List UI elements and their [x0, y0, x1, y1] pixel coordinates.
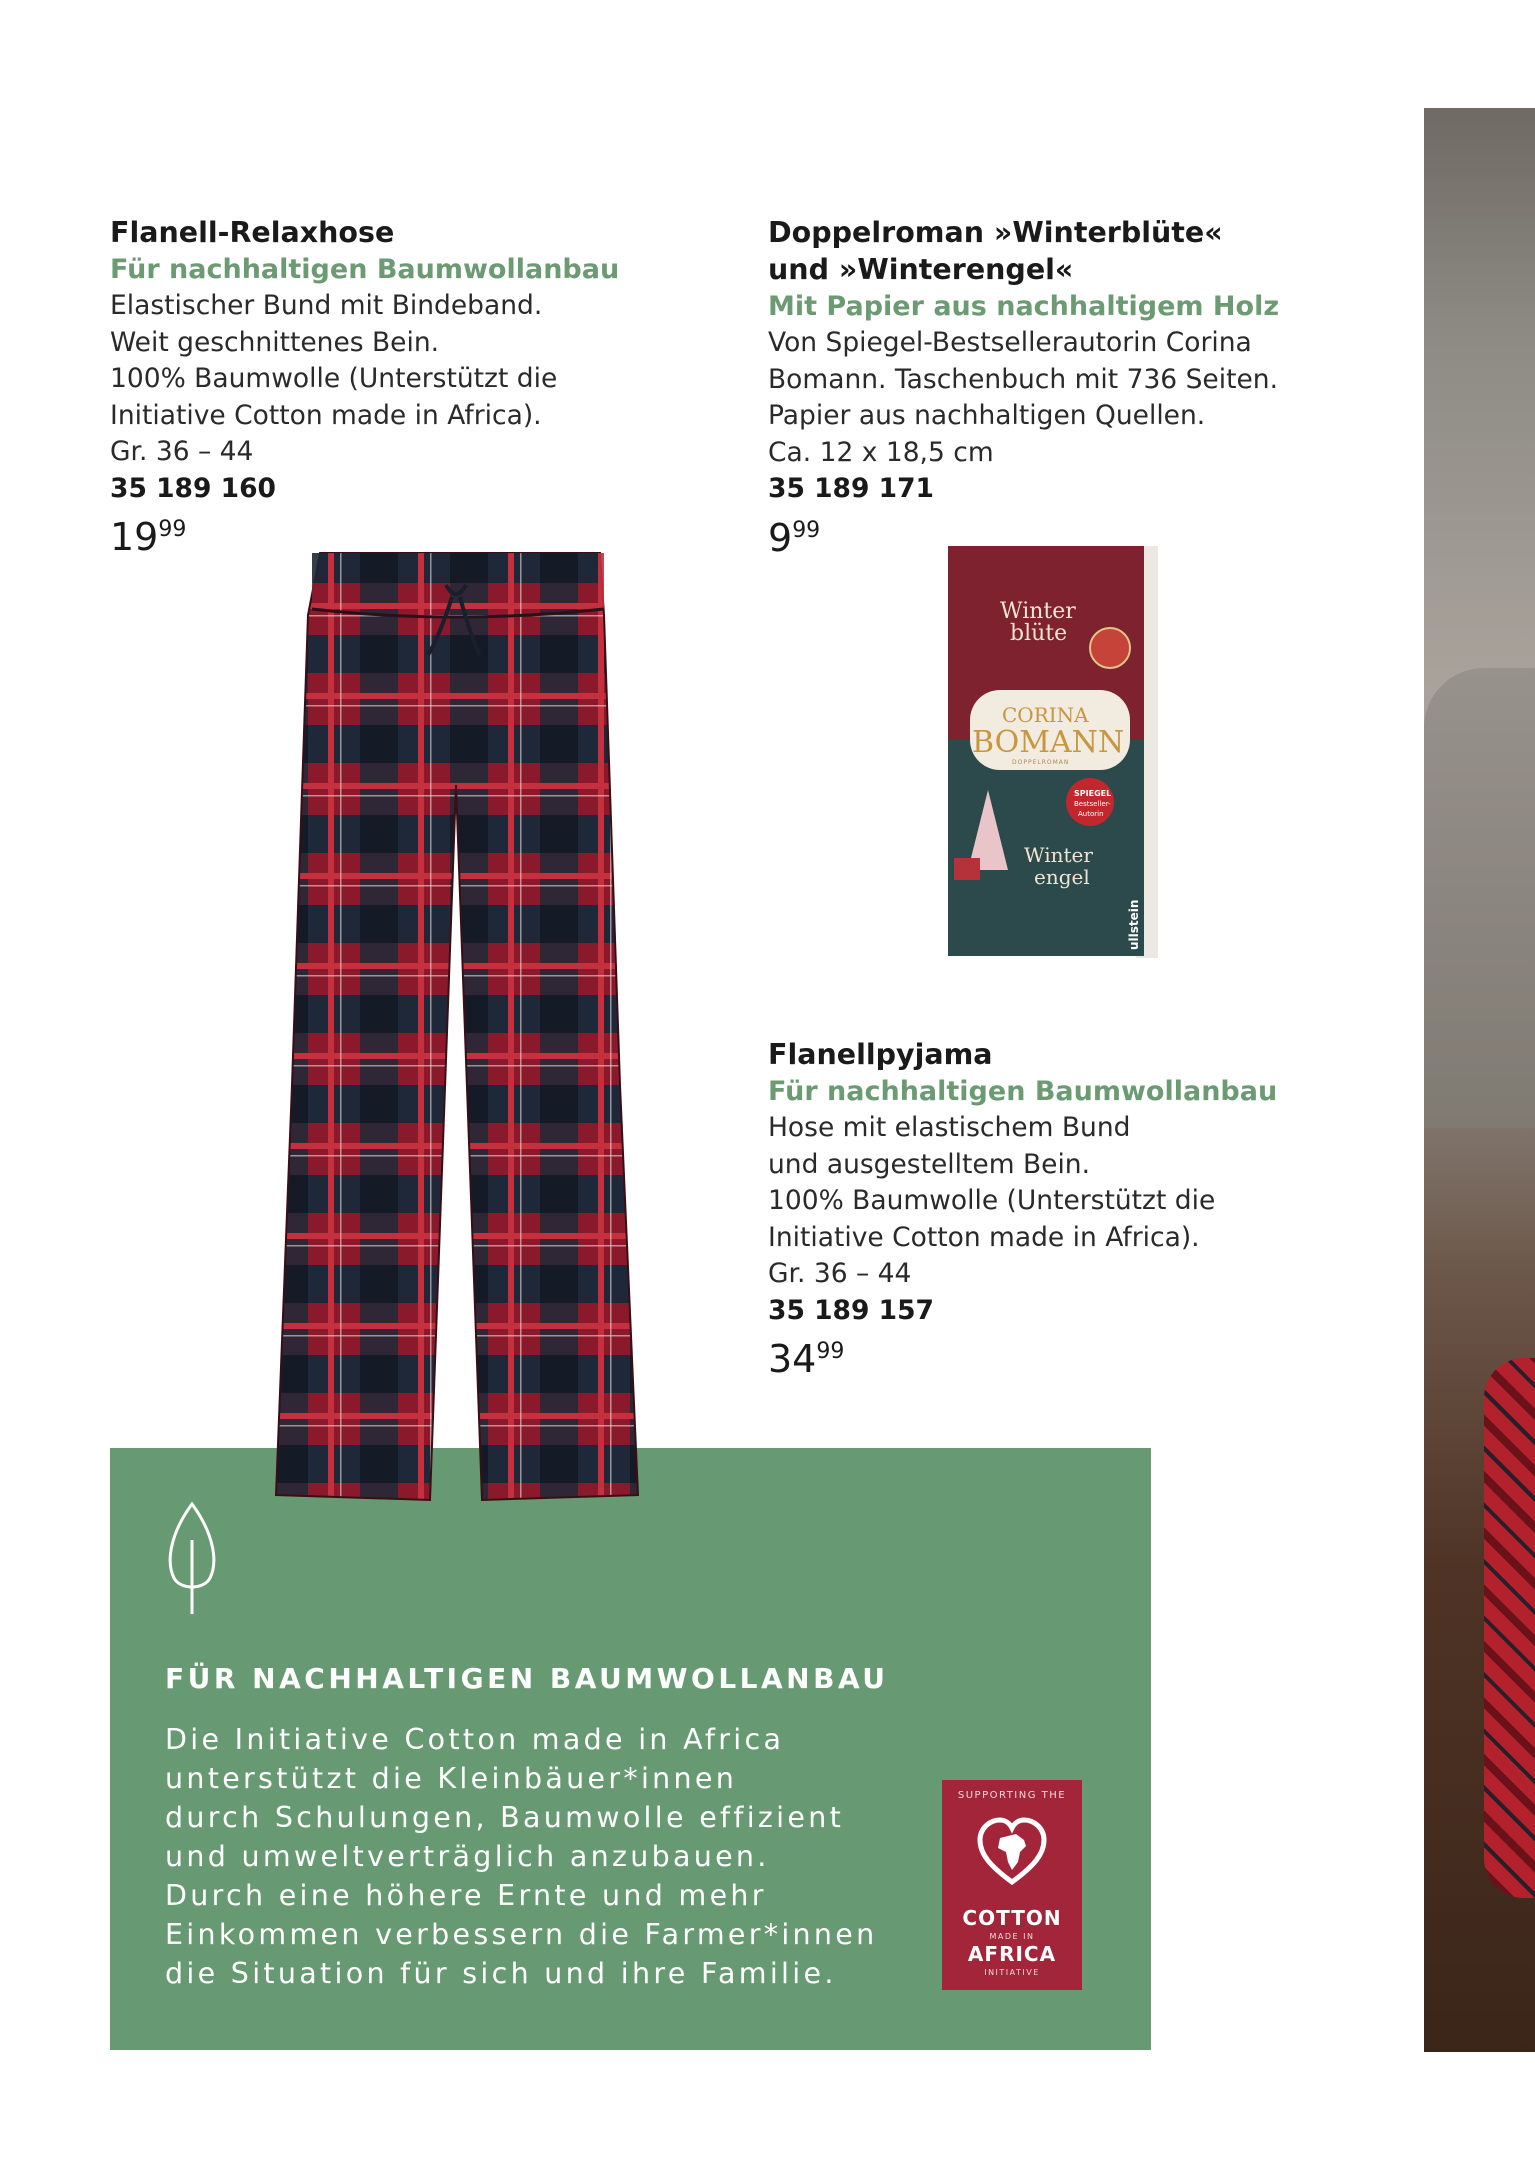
info-box-body-line: und umweltverträglich anzubauen.	[165, 1840, 770, 1873]
africa-heart-icon	[976, 1816, 1048, 1888]
info-box-body-line: Einkommen verbessern die Farmer*innen	[165, 1918, 878, 1951]
product-description-line: Elastischer Bund mit Bindeband.	[110, 290, 543, 321]
product-description-line: Weit geschnittenes Bein.	[110, 326, 440, 358]
info-box-body-line: Die Initiative Cotton made in Africa	[165, 1723, 785, 1756]
product-title: Flanell-Relaxhose	[110, 216, 395, 249]
info-box-body	[165, 1720, 885, 1993]
book-badge-line2: Bestseller-	[1074, 800, 1111, 808]
product-description-line: 100% Baumwolle (Unterstützt die	[110, 363, 558, 394]
lifestyle-photo	[1424, 108, 1535, 2052]
price-cents: 99	[792, 517, 821, 543]
product-description-line: 100% Baumwolle (Unterstützt die	[768, 1185, 1216, 1216]
product-size: Gr. 36 – 44	[768, 1258, 912, 1289]
product-subtitle: Für nachhaltigen Baumwollanbau	[110, 254, 620, 285]
product-dimensions: Ca. 12 x 18,5 cm	[768, 436, 994, 468]
book-title1-line1: Winter	[1000, 599, 1076, 624]
info-box-sustainable-cotton	[110, 1448, 1151, 2050]
book-title1-line2: blüte	[1010, 621, 1068, 646]
info-box-body-line: die Situation für sich und ihre Familie.	[165, 1957, 837, 1990]
photo-knit-detail	[1424, 668, 1535, 1128]
product-description-line: Bomann. Taschenbuch mit 736 Seiten.	[768, 363, 1278, 395]
leaf-icon	[160, 1500, 224, 1616]
book-author-first: CORINA	[1002, 703, 1089, 727]
book-title2-line2: engel	[1034, 865, 1090, 889]
book-cover-image	[940, 540, 1240, 960]
article-number: 35 189 157	[768, 1294, 934, 1326]
product-flanell-relaxhose	[110, 214, 730, 566]
info-box-heading: FÜR NACHHALTIGEN BAUMWOLLANBAU	[165, 1662, 889, 1695]
product-size: Gr. 36 – 44	[110, 436, 254, 467]
book-publisher: ullstein	[1127, 899, 1141, 950]
product-subtitle: Mit Papier aus nachhaltigem Holz	[768, 291, 1280, 322]
price-main: 9	[768, 515, 793, 560]
price-main: 34	[768, 1337, 817, 1381]
price-cents: 99	[158, 517, 187, 542]
product-flanellpyjama	[768, 1036, 1408, 1388]
book-badge-line3: Autorin	[1078, 810, 1104, 818]
article-number: 35 189 160	[110, 472, 276, 504]
product-description-line: und ausgestelltem Bein.	[768, 1148, 1091, 1180]
logo-initiative: INITIATIVE	[984, 1968, 1040, 1977]
product-title-line2: und »Winterengel«	[768, 253, 1074, 286]
product-title: Flanellpyjama	[768, 1038, 993, 1071]
product-description-line: Initiative Cotton made in Africa).	[768, 1221, 1200, 1253]
info-box-body-line: durch Schulungen, Baumwolle effizient	[165, 1801, 845, 1834]
product-doppelroman	[768, 214, 1408, 567]
book-author-last: BOMANN	[972, 725, 1125, 760]
product-subtitle: Für nachhaltigen Baumwollanbau	[768, 1076, 1278, 1107]
book-title2-line1: Winter	[1024, 843, 1093, 867]
price-main: 19	[110, 515, 159, 559]
product-title-line1: Doppelroman »Winterblüte«	[768, 216, 1223, 249]
logo-supporting-text: SUPPORTING THE	[957, 1790, 1067, 1801]
info-box-body-line: Durch eine höhere Ernte und mehr	[165, 1879, 767, 1912]
product-description-line: Hose mit elastischem Bund	[768, 1112, 1131, 1143]
logo-word-africa: AFRICA	[967, 1942, 1057, 1966]
price	[768, 1337, 1408, 1388]
photo-plaid-detail	[1484, 1358, 1535, 1898]
logo-made-in: MADE IN	[989, 1932, 1035, 1941]
product-description-line: Initiative Cotton made in Africa).	[110, 399, 542, 431]
plaid-pants-image	[270, 545, 640, 1505]
book-genre: DOPPELROMAN	[1012, 759, 1070, 766]
product-description-line: Von Spiegel-Bestsellerautorin Corina	[768, 327, 1252, 358]
info-box-body-line: unterstützt die Kleinbäuer*innen	[165, 1762, 738, 1795]
product-description-line: Papier aus nachhaltigen Quellen.	[768, 400, 1206, 431]
logo-word-cotton: COTTON	[962, 1906, 1062, 1930]
price-cents: 99	[816, 1339, 845, 1364]
article-number: 35 189 171	[768, 473, 934, 504]
cotton-made-in-africa-logo	[942, 1780, 1082, 1990]
book-badge-line1: SPIEGEL	[1074, 789, 1112, 798]
